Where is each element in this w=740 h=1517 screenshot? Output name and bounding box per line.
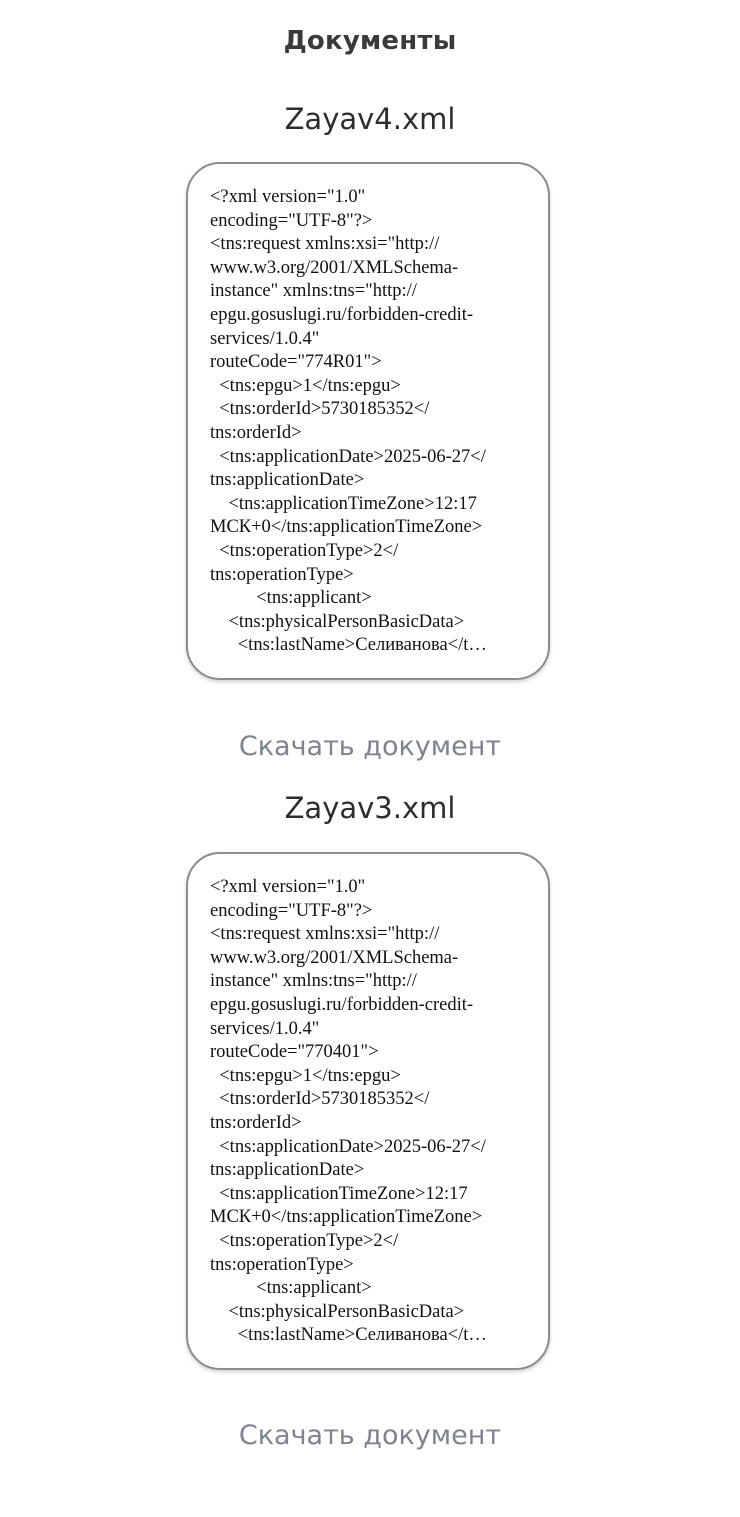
xml-preview-line: <tns:lastName>Селиванова</t… [210,1325,487,1346]
xml-preview-line: <tns:epgu>1</tns:epgu> [210,375,401,396]
xml-preview-line: <tns:physicalPersonBasicData> [210,611,465,632]
xml-preview-line: <tns:applicationTimeZone>12:17 [210,1183,468,1204]
xml-preview-line: <tns:physicalPersonBasicData> [210,1301,465,1322]
xml-preview-line: <tns:request xmlns:xsi="http:// [210,234,440,255]
xml-preview-line: <?xml version="1.0" [210,187,366,207]
xml-preview-line: <tns:applicationTimeZone>12:17 [210,493,477,514]
xml-preview-line: МСК+0</tns:applicationTimeZone> [210,1207,483,1228]
xml-preview-line: epgu.gosuslugi.ru/forbidden-credit- [210,994,474,1015]
xml-preview-line: <tns:applicationDate>2025-06-27</ [210,446,486,467]
document-filename: Zayav3.xml [284,791,456,825]
xml-preview-line: routeCode="770401"> [210,1042,379,1063]
xml-preview-line: epgu.gosuslugi.ru/forbidden-credit- [210,304,474,325]
xml-preview-line: <tns:operationType>2</ [210,540,399,561]
xml-preview-line: <tns:request xmlns:xsi="http:// [210,924,440,945]
xml-preview-line: <tns:applicant> [210,1278,372,1299]
xml-preview-line: tns:orderId> [210,1112,302,1133]
xml-preview-line: tns:applicationDate> [210,470,365,491]
xml-preview-line: <tns:applicationDate>2025-06-27</ [210,1136,486,1157]
xml-preview-line: <tns:operationType>2</ [210,1230,399,1251]
xml-preview-line: www.w3.org/2001/XMLSchema- [210,947,459,968]
xml-preview-line: encoding="UTF-8"?> [210,210,373,231]
document-filename: Zayav4.xml [284,102,456,136]
xml-preview-line: <tns:lastName>Селиванова</t… [210,635,487,656]
xml-preview-line: services/1.0.4" [210,1018,320,1039]
xml-preview-line: tns:operationType> [210,564,354,585]
document-preview-card[interactable] [186,852,550,1370]
xml-preview-line: <?xml version="1.0" [210,877,366,897]
download-document-link[interactable]: Скачать документ [238,731,502,762]
document-preview-card[interactable] [186,162,550,680]
xml-preview-line: encoding="UTF-8"?> [210,900,373,921]
xml-preview-line: services/1.0.4" [210,328,320,349]
xml-preview-line: МСК+0</tns:applicationTimeZone> [210,517,483,538]
xml-preview-line: tns:operationType> [210,1254,354,1275]
xml-preview-line: <tns:orderId>5730185352</ [210,1089,430,1110]
xml-preview-line: <tns:orderId>5730185352</ [210,399,430,420]
xml-preview-line: instance" xmlns:tns="http:// [210,971,417,992]
download-document-link[interactable]: Скачать документ [238,1420,502,1451]
xml-preview-line: <tns:epgu>1</tns:epgu> [210,1065,401,1086]
xml-preview-line: instance" xmlns:tns="http:// [210,281,417,302]
xml-preview-line: www.w3.org/2001/XMLSchema- [210,257,459,278]
page-title: Документы [283,26,457,56]
xml-preview-line: routeCode="774R01"> [210,352,382,373]
xml-preview-line: tns:applicationDate> [210,1160,365,1181]
xml-preview-line: tns:orderId> [210,422,302,443]
xml-preview-line: <tns:applicant> [210,588,372,609]
